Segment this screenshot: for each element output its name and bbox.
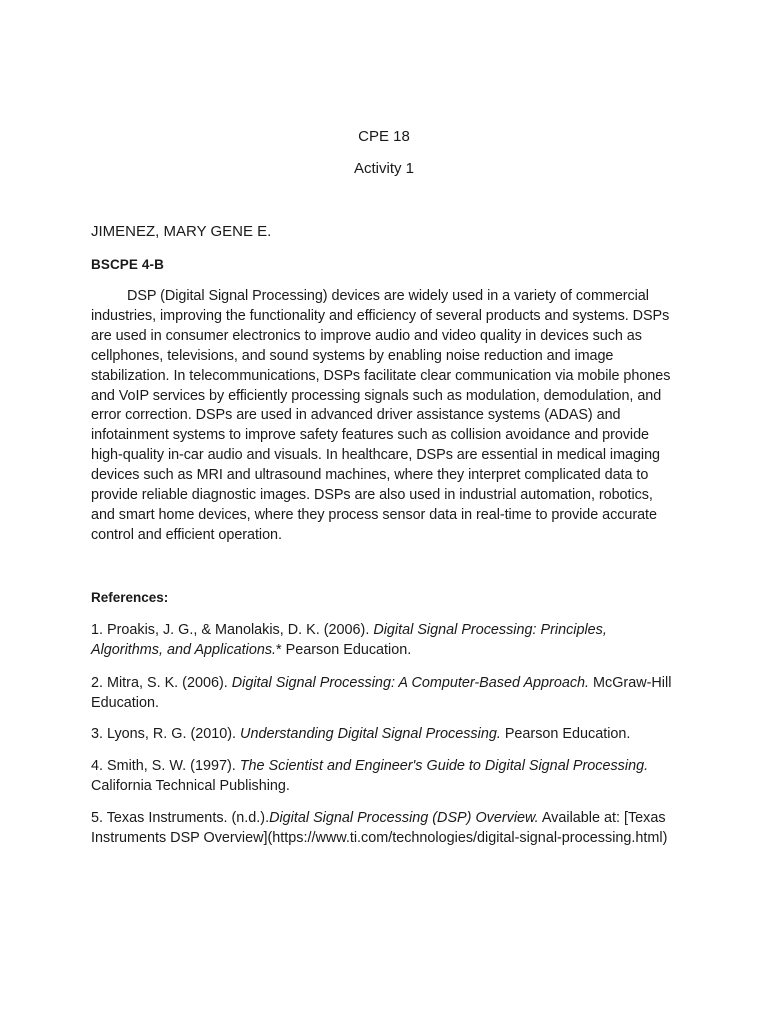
reference-publisher: * Pearson Education. [276,642,412,658]
reference-author: 1. Proakis, J. G., & Manolakis, D. K. (2006). [91,622,374,638]
reference-item [91,673,677,713]
reference-author: 3. Lyons, R. G. (2010). [91,726,241,742]
reference-title: Digital Signal Processing (DSP) Overview. [269,810,539,826]
reference-publisher: Pearson Education. [500,726,631,742]
reference-item [91,724,677,744]
student-name: JIMENEZ, MARY GENE E. [91,223,272,240]
reference-author: 4. Smith, S. W. (1997). [91,758,240,774]
reference-item [91,756,677,796]
reference-publisher: McGraw-Hill Education. [91,675,672,711]
course-code: CPE 18 [358,128,410,145]
activity-title: Activity 1 [353,160,414,177]
reference-publisher: California Technical Publishing. [91,778,290,794]
reference-title: Digital Signal Processing: A Computer-Based Approach. [231,675,590,691]
references-heading: References: [91,590,169,605]
reference-link: Available at: [Texas Instruments DSP Overview](https://www.ti.com/technologies/digital-signal-processing.html) [91,810,668,846]
reference-title: Understanding Digital Signal Processing. [240,726,501,742]
reference-item [91,808,677,848]
reference-title: The Scientist and Engineer's Guide to Digital Signal Processing. [239,758,649,774]
reference-title: Digital Signal Processing: Principles, Algorithms, and Applications. [91,622,607,658]
reference-author: 2. Mitra, S. K. (2006). [91,675,232,691]
body-paragraph: DSP (Digital Signal Processing) devices are widely used in a variety of commercial industries, improving the functionality and efficiency of several products and systems. DSPs are used in consumer electronics to improve audio and video quality in devices such as cellphones, televisions, and sound systems by enabling noise reduction and image stabilization. In telecommunications, DSPs facilitate clear communication via mobile phones and VoIP services by efficiently processing signals such as modulation, demodulation, and error correction. DSPs are used in advanced driver assistance systems (ADAS) and infotainment systems to improve safety features such as collision avoidance and provide high-quality in-car audio and visuals. In healthcare, DSPs are essential in medical imaging devices such as MRI and ultrasound machines, where they interpret complicated data to provide reliable diagnostic images. DSPs are also used in industrial automation, robotics, and smart home devices, where they process sensor data in real-time to provide accurate control and efficient operation. [91,288,671,543]
reference-item [91,620,677,660]
reference-author: 5. Texas Instruments. (n.d.). [91,810,270,826]
student-section: BSCPE 4-B [91,257,164,272]
